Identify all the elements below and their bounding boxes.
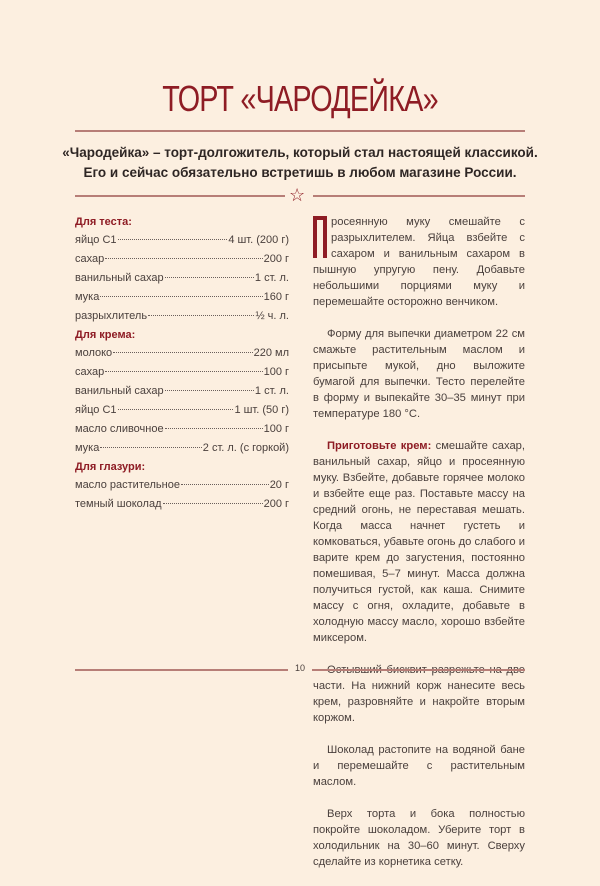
step-text: смешайте сахар, ванильный сахар, яйцо и просеянную муку. Взбейте, добавьте горячее молоко и взбейте еще раз. Поставьте массу на средний огонь, не переставая мешать. Когда масса начнет густеть и комковаться, убавьте огонь до слабого и варите крем до загустения, постоянно помешивая, 5–7 минут. Масса должна получиться густой, как каша. Снимите массу с огня, охладите, добавьте в холодную массу масло, хорошо взбейте миксером. <box>313 440 525 644</box>
ingredient-section-heading: Для крема: <box>75 329 136 341</box>
ingredient-amount: 200 г <box>263 498 289 510</box>
ingredient-row <box>75 401 289 420</box>
step-paragraph: части. На нижний корж нанесите весь крем, разровняйте и накройте вторым коржом. <box>313 680 525 724</box>
ingredient-row <box>75 476 289 495</box>
dropcap-letter <box>313 216 327 258</box>
ingredient-name: сахар <box>75 366 105 378</box>
dot-leader <box>100 296 262 297</box>
step-paragraph <box>313 438 525 646</box>
ingredient-row <box>75 344 289 363</box>
ingredient-amount: 1 ст. л. <box>254 272 289 284</box>
ingredient-name: молоко <box>75 347 113 359</box>
dot-leader <box>100 447 201 448</box>
step-paragraph: Верх торта и бока полностью покройте шоколадом. Уберите торт в холодильник на 30–60 минут. Сверху сделайте из корнетика сетку. <box>313 808 525 868</box>
dot-leader <box>165 428 263 429</box>
ingredient-row <box>75 495 289 514</box>
divider <box>75 130 525 132</box>
ingredient-row <box>75 250 289 269</box>
ingredient-amount: 200 г <box>263 253 289 265</box>
divider <box>75 195 285 197</box>
ingredient-amount: 160 г <box>263 291 289 303</box>
dot-leader <box>118 409 234 410</box>
ingredient-row <box>75 269 289 288</box>
ingredient-amount: 2 ст. л. (с горкой) <box>202 442 289 454</box>
dot-leader <box>165 390 254 391</box>
ingredient-name: масло растительное <box>75 479 180 491</box>
star-icon: ☆ <box>289 185 306 205</box>
step-paragraph: Шоколад растопите на водяной бане и перемешайте с растительным маслом. <box>313 744 525 788</box>
ingredient-amount: 4 шт. (200 г) <box>228 234 289 246</box>
ingredients-list <box>75 213 289 514</box>
ingredient-row <box>75 382 289 401</box>
step-lead: Приготовьте крем: <box>327 440 432 452</box>
ingredient-name: мука <box>75 442 100 454</box>
ingredient-row <box>75 439 289 458</box>
ingredient-name: разрыхлитель <box>75 310 148 322</box>
dot-leader <box>113 352 252 353</box>
step-paragraph <box>313 214 525 310</box>
ingredient-row <box>75 231 289 250</box>
ingredient-amount: 1 ст. л. <box>254 385 289 397</box>
dot-leader <box>148 315 254 316</box>
step-paragraph: Форму для выпечки диаметром 22 см смажьте растительным маслом и присыпьте мукой, дно выложите бумагой для выпечки. Тесто перелейте в форму и выпекайте 30–35 минут при температуре 180 °C. <box>313 328 525 420</box>
ingredient-amount: 100 г <box>263 423 289 435</box>
dot-leader <box>105 258 262 259</box>
ingredient-name: яйцо С1 <box>75 234 117 246</box>
ingredient-section-heading: Для теста: <box>75 216 132 228</box>
dot-leader <box>118 239 228 240</box>
instructions <box>313 214 525 886</box>
dot-leader <box>181 484 269 485</box>
page-title: ТОРТ «ЧАРОДЕЙКА» <box>162 78 438 119</box>
dot-leader <box>105 371 262 372</box>
step-text: росеянную муку смешайте с разрыхлителем. Яйца взбейте с сахаром и ванильным сахаром в пышную упругую пену. Добавьте небольшими порциями муку и перемешайте осторожно венчиком. <box>313 216 525 308</box>
ingredient-name: масло сливочное <box>75 423 164 435</box>
ingredient-section-heading: Для глазури: <box>75 461 146 473</box>
divider <box>313 195 525 197</box>
ingredient-row <box>75 363 289 382</box>
ingredient-name: яйцо С1 <box>75 404 117 416</box>
dot-leader <box>165 277 254 278</box>
dot-leader <box>163 503 263 504</box>
ingredient-amount: 100 г <box>263 366 289 378</box>
ingredient-name: ванильный сахар <box>75 385 164 397</box>
ingredient-row <box>75 420 289 439</box>
page-number: 10 <box>288 663 312 673</box>
ingredient-amount: 1 шт. (50 г) <box>234 404 289 416</box>
ingredient-name: мука <box>75 291 100 303</box>
ingredient-name: ванильный сахар <box>75 272 164 284</box>
ingredient-amount: 220 мл <box>253 347 289 359</box>
ingredient-amount: 20 г <box>269 479 289 491</box>
ingredient-amount: ½ ч. л. <box>255 310 289 322</box>
ingredient-name: темный шоколад <box>75 498 162 510</box>
ingredient-name: сахар <box>75 253 105 265</box>
intro-text: «Чародейка» – торт-долгожитель, который стал настоящей классикой. Его и сейчас обязательно встретишь в любом магазине России. <box>62 145 538 180</box>
ingredient-row <box>75 307 289 326</box>
ingredient-row <box>75 288 289 307</box>
